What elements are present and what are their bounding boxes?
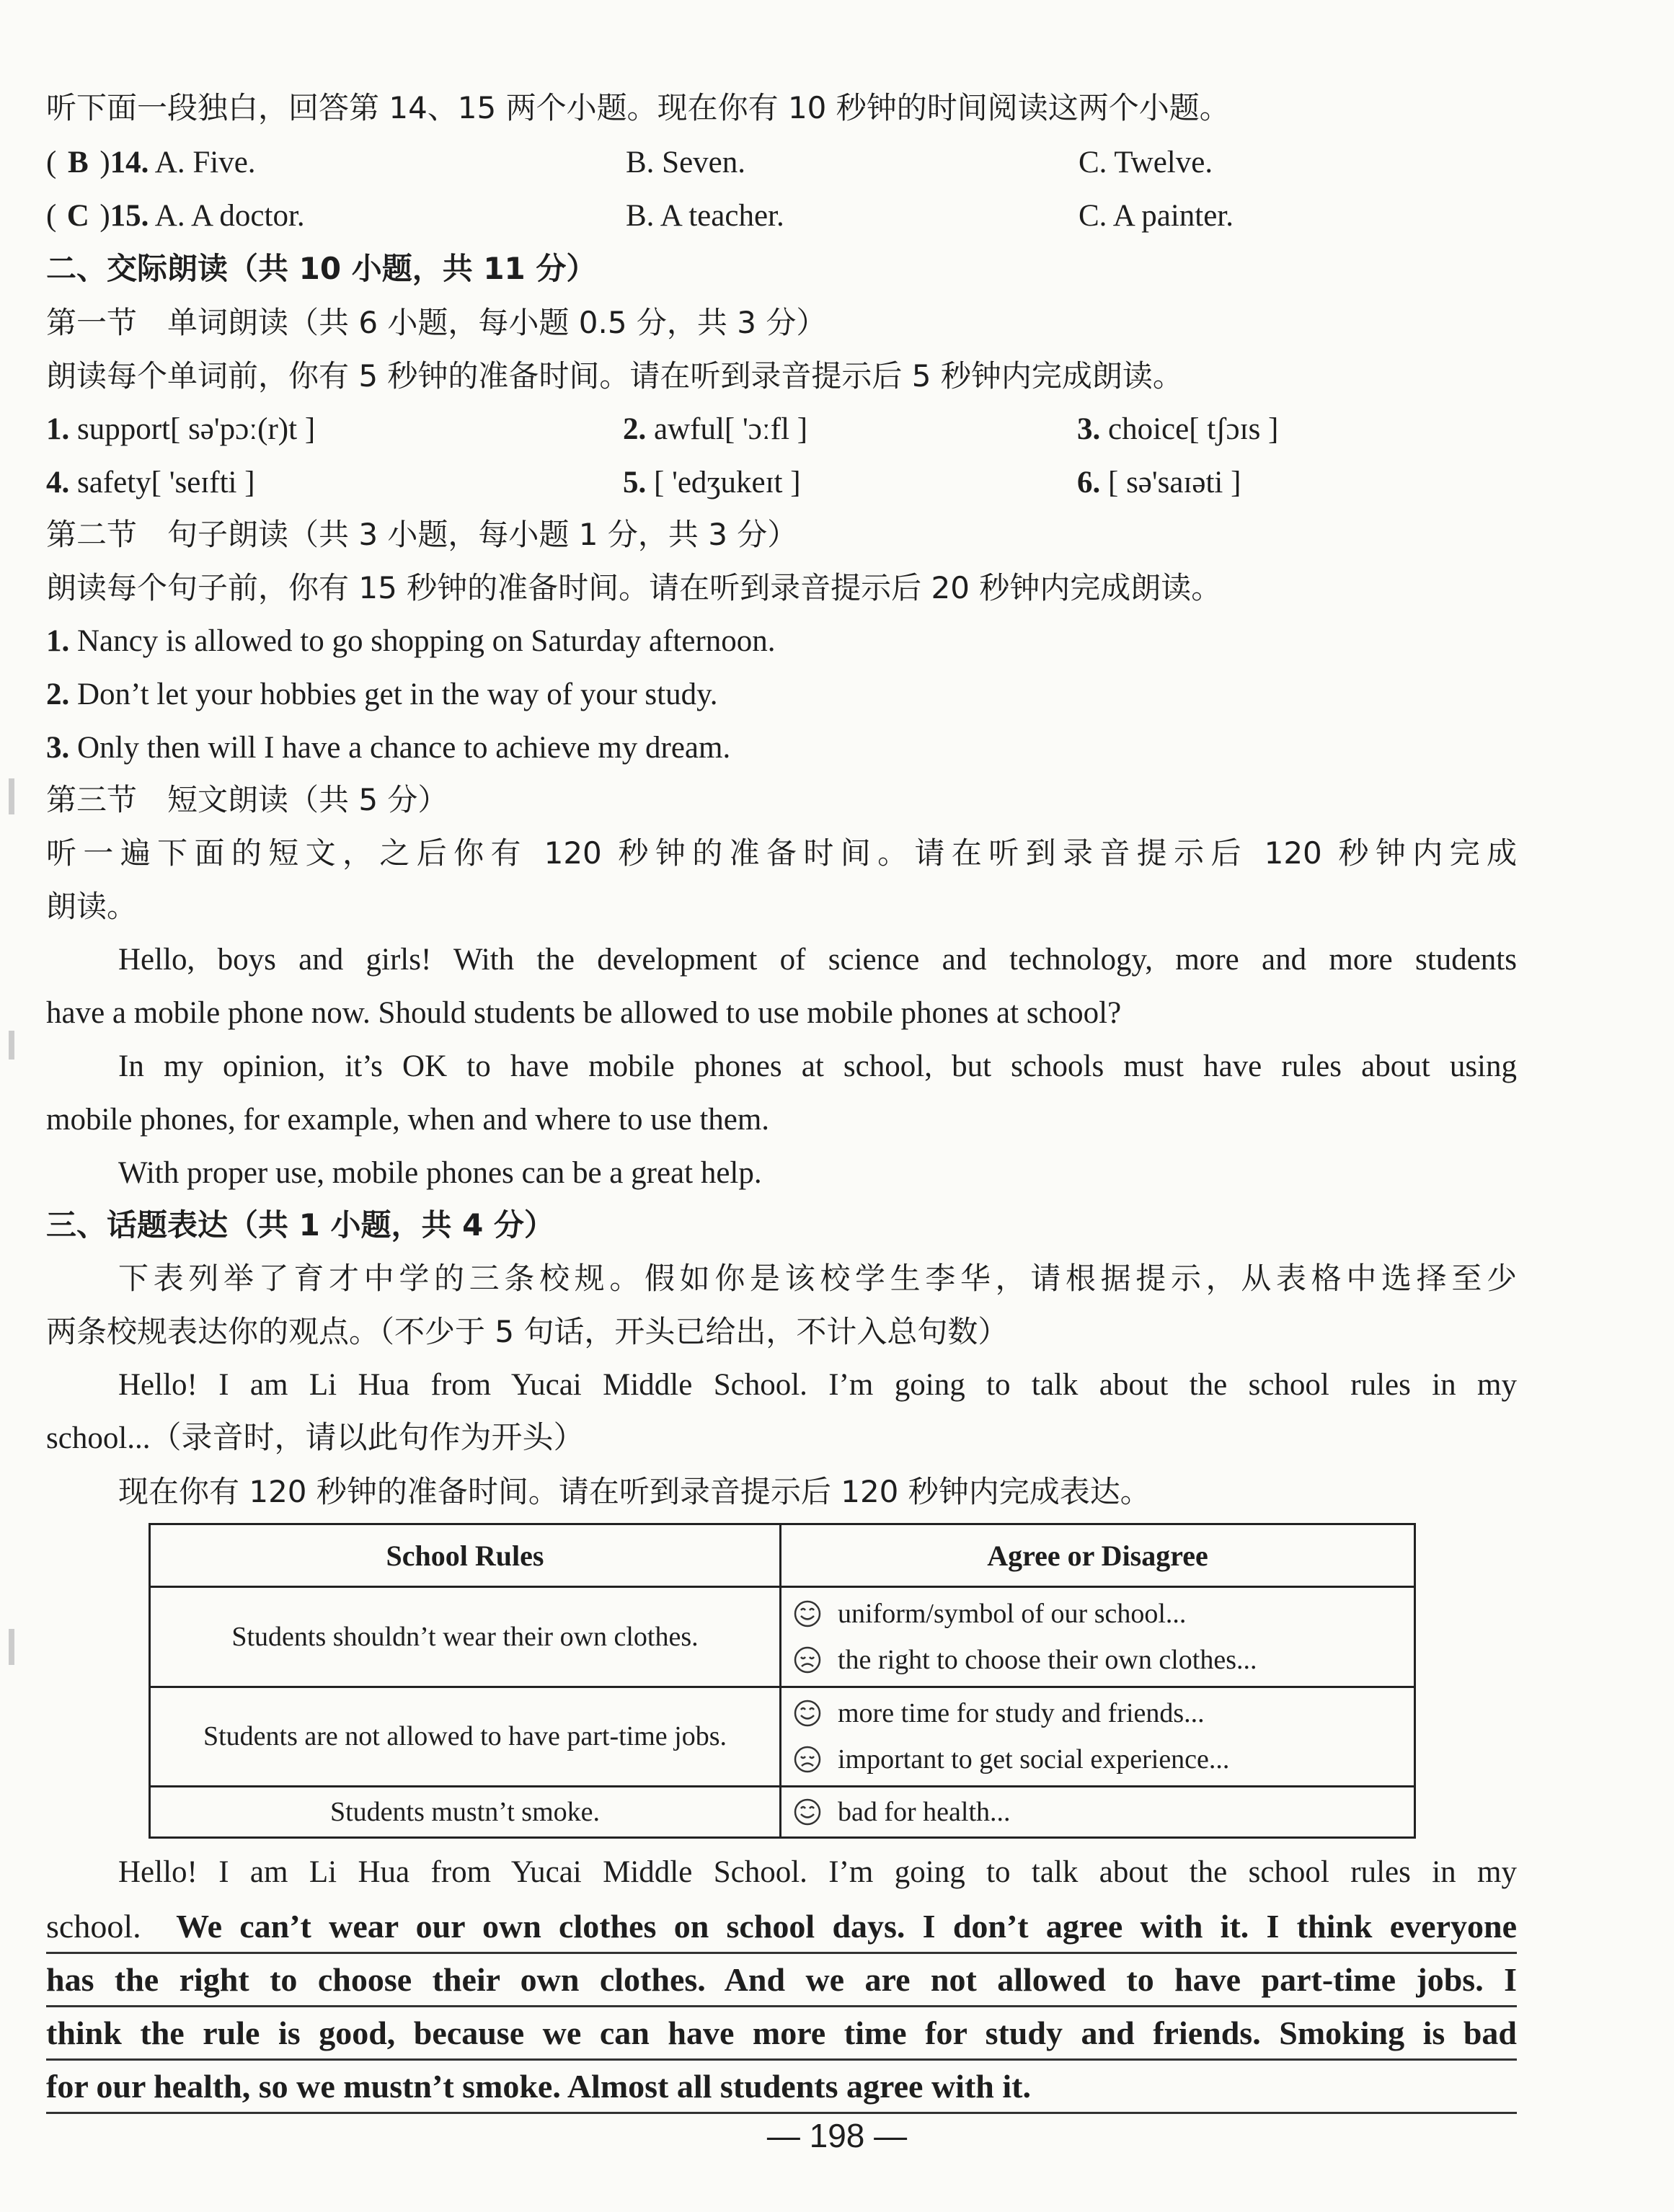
rule-cell: Students are not allowed to have part-time jobs. — [150, 1687, 781, 1787]
section-3-instruction-line-2: 两条校规表达你的观点。（不少于 5 句话，开头已给出，不计入总句数） — [46, 1314, 1009, 1349]
answer-line-3: think the rule is good, because we can have more time for study and friends. Smoking is bad — [46, 2008, 1517, 2061]
part-3-instruction-line-1: 听一遍下面的短文，之后你有 120 秒钟的准备时间。请在听到录音提示后 120 秒钟内完成 — [46, 835, 1517, 871]
part-1-instruction: 朗读每个单词前，你有 5 秒钟的准备时间。请在听到录音提示后 5 秒钟内完成朗读。 — [46, 358, 1183, 394]
school-rules-table — [149, 1523, 1416, 1839]
opinion-item: the right to choose their own clothes... — [793, 1637, 1402, 1683]
part-2-instruction: 朗读每个句子前，你有 15 秒钟的准备时间。请在听到录音提示后 20 秒钟内完成朗读。 — [46, 570, 1222, 605]
answer-14: B — [67, 146, 89, 179]
question-14-option-c: C. Twelve. — [1079, 146, 1213, 179]
table-row — [150, 1787, 1415, 1838]
question-15-option-b: B. A teacher. — [626, 199, 784, 233]
answer-line-1: school. We can’t wear our own clothes on school days. I don’t agree with it. I think everyone — [46, 1901, 1517, 1954]
page-number: — 198 — — [766, 2117, 908, 2154]
question-15: ( C )15. A. A doctor. — [46, 195, 305, 238]
section-3-title: 三、话题表达（共 1 小题，共 4 分） — [46, 1207, 554, 1243]
question-14-option-b: B. Seven. — [626, 146, 746, 179]
table-header-row — [150, 1524, 1415, 1587]
header-school-rules: School Rules — [150, 1524, 781, 1587]
opening-line-1: Hello! I am Li Hua from Yucai Middle School. I’m going to talk about the school rules in my — [118, 1368, 1517, 1402]
word-4: 4. safety[ 'seɪfti ] — [46, 466, 255, 499]
question-14: ( B )14. A. Five. — [46, 141, 256, 185]
opinion-cell — [781, 1587, 1415, 1687]
rule-cell: Students mustn’t smoke. — [150, 1787, 781, 1838]
table-row — [150, 1687, 1415, 1787]
word-2: 2. awful[ 'ɔːfl ] — [623, 412, 808, 446]
opinion-item: important to get social experience... — [793, 1736, 1402, 1782]
part-3-title: 第三节 短文朗读（共 5 分） — [46, 782, 448, 817]
section-2-title: 二、交际朗读（共 10 小题，共 11 分） — [46, 251, 597, 286]
part-2-title: 第二节 句子朗读（共 3 小题，每小题 1 分，共 3 分） — [46, 517, 798, 552]
smiley-face-icon — [793, 1599, 822, 1628]
answer-15: C — [66, 199, 89, 233]
opinion-item: uniform/symbol of our school... — [793, 1591, 1402, 1637]
sad-face-icon — [793, 1745, 822, 1774]
opinion-item: bad for health... — [793, 1789, 1402, 1835]
sentence-2: 2. Don’t let your hobbies get in the way of your study. — [46, 678, 718, 711]
answer-opening: Hello! I am Li Hua from Yucai Middle School. I’m going to talk about the school rules in my — [118, 1855, 1517, 1889]
passage-line-5: With proper use, mobile phones can be a great help. — [118, 1156, 762, 1190]
table-row — [150, 1587, 1415, 1687]
passage-line-1: Hello, boys and girls! With the development of science and technology, more and more students — [118, 943, 1517, 977]
sentence-1: 1. Nancy is allowed to go shopping on Saturday afternoon. — [46, 624, 776, 658]
opening-line-2: school...（录音时，请以此句作为开头） — [46, 1421, 585, 1455]
header-agree-disagree: Agree or Disagree — [781, 1524, 1415, 1587]
rule-cell: Students shouldn’t wear their own clothes. — [150, 1587, 781, 1687]
passage-line-2: have a mobile phone now. Should students be allowed to use mobile phones at school? — [46, 996, 1122, 1030]
opinion-cell — [781, 1787, 1415, 1838]
section-3-instruction-line-1: 下表列举了育才中学的三条校规。假如你是该校学生李华，请根据提示，从表格中选择至少 — [118, 1261, 1517, 1296]
answer-line-4: for our health, so we mustn’t smoke. Almost all students agree with it. — [46, 2061, 1517, 2114]
part-3-instruction-line-2: 朗读。 — [46, 889, 138, 924]
scan-mark — [9, 778, 14, 814]
sad-face-icon — [793, 1645, 822, 1674]
word-3: 3. choice[ tʃɔɪs ] — [1077, 412, 1279, 446]
opinion-item: more time for study and friends... — [793, 1690, 1402, 1736]
scan-mark — [9, 1629, 14, 1665]
scan-mark — [9, 1031, 14, 1060]
listening-intro: 听下面一段独白，回答第 14、15 两个小题。现在你有 10 秒钟的时间阅读这两个小题。 — [46, 90, 1230, 125]
word-6: 6. [ sə'saɪəti ] — [1077, 466, 1241, 499]
question-15-option-c: C. A painter. — [1079, 199, 1234, 233]
opinion-cell — [781, 1687, 1415, 1787]
passage-line-4: mobile phones, for example, when and where to use them. — [46, 1103, 770, 1137]
smiley-face-icon — [793, 1798, 822, 1826]
word-5: 5. [ 'edʒukeɪt ] — [623, 466, 801, 499]
passage-line-3: In my opinion, it’s OK to have mobile phones at school, but schools must have rules about using — [118, 1049, 1517, 1083]
answer-line-2: has the right to choose their own clothes. And we are not allowed to have part-time jobs. I — [46, 1955, 1517, 2007]
sentence-3: 3. Only then will I have a chance to achieve my dream. — [46, 731, 731, 765]
prep-instruction: 现在你有 120 秒钟的准备时间。请在听到录音提示后 120 秒钟内完成表达。 — [118, 1474, 1151, 1509]
smiley-face-icon — [793, 1699, 822, 1728]
part-1-title: 第一节 单词朗读（共 6 小题，每小题 0.5 分，共 3 分） — [46, 305, 827, 340]
word-1: 1. support[ sə'pɔː(r)t ] — [46, 412, 316, 446]
